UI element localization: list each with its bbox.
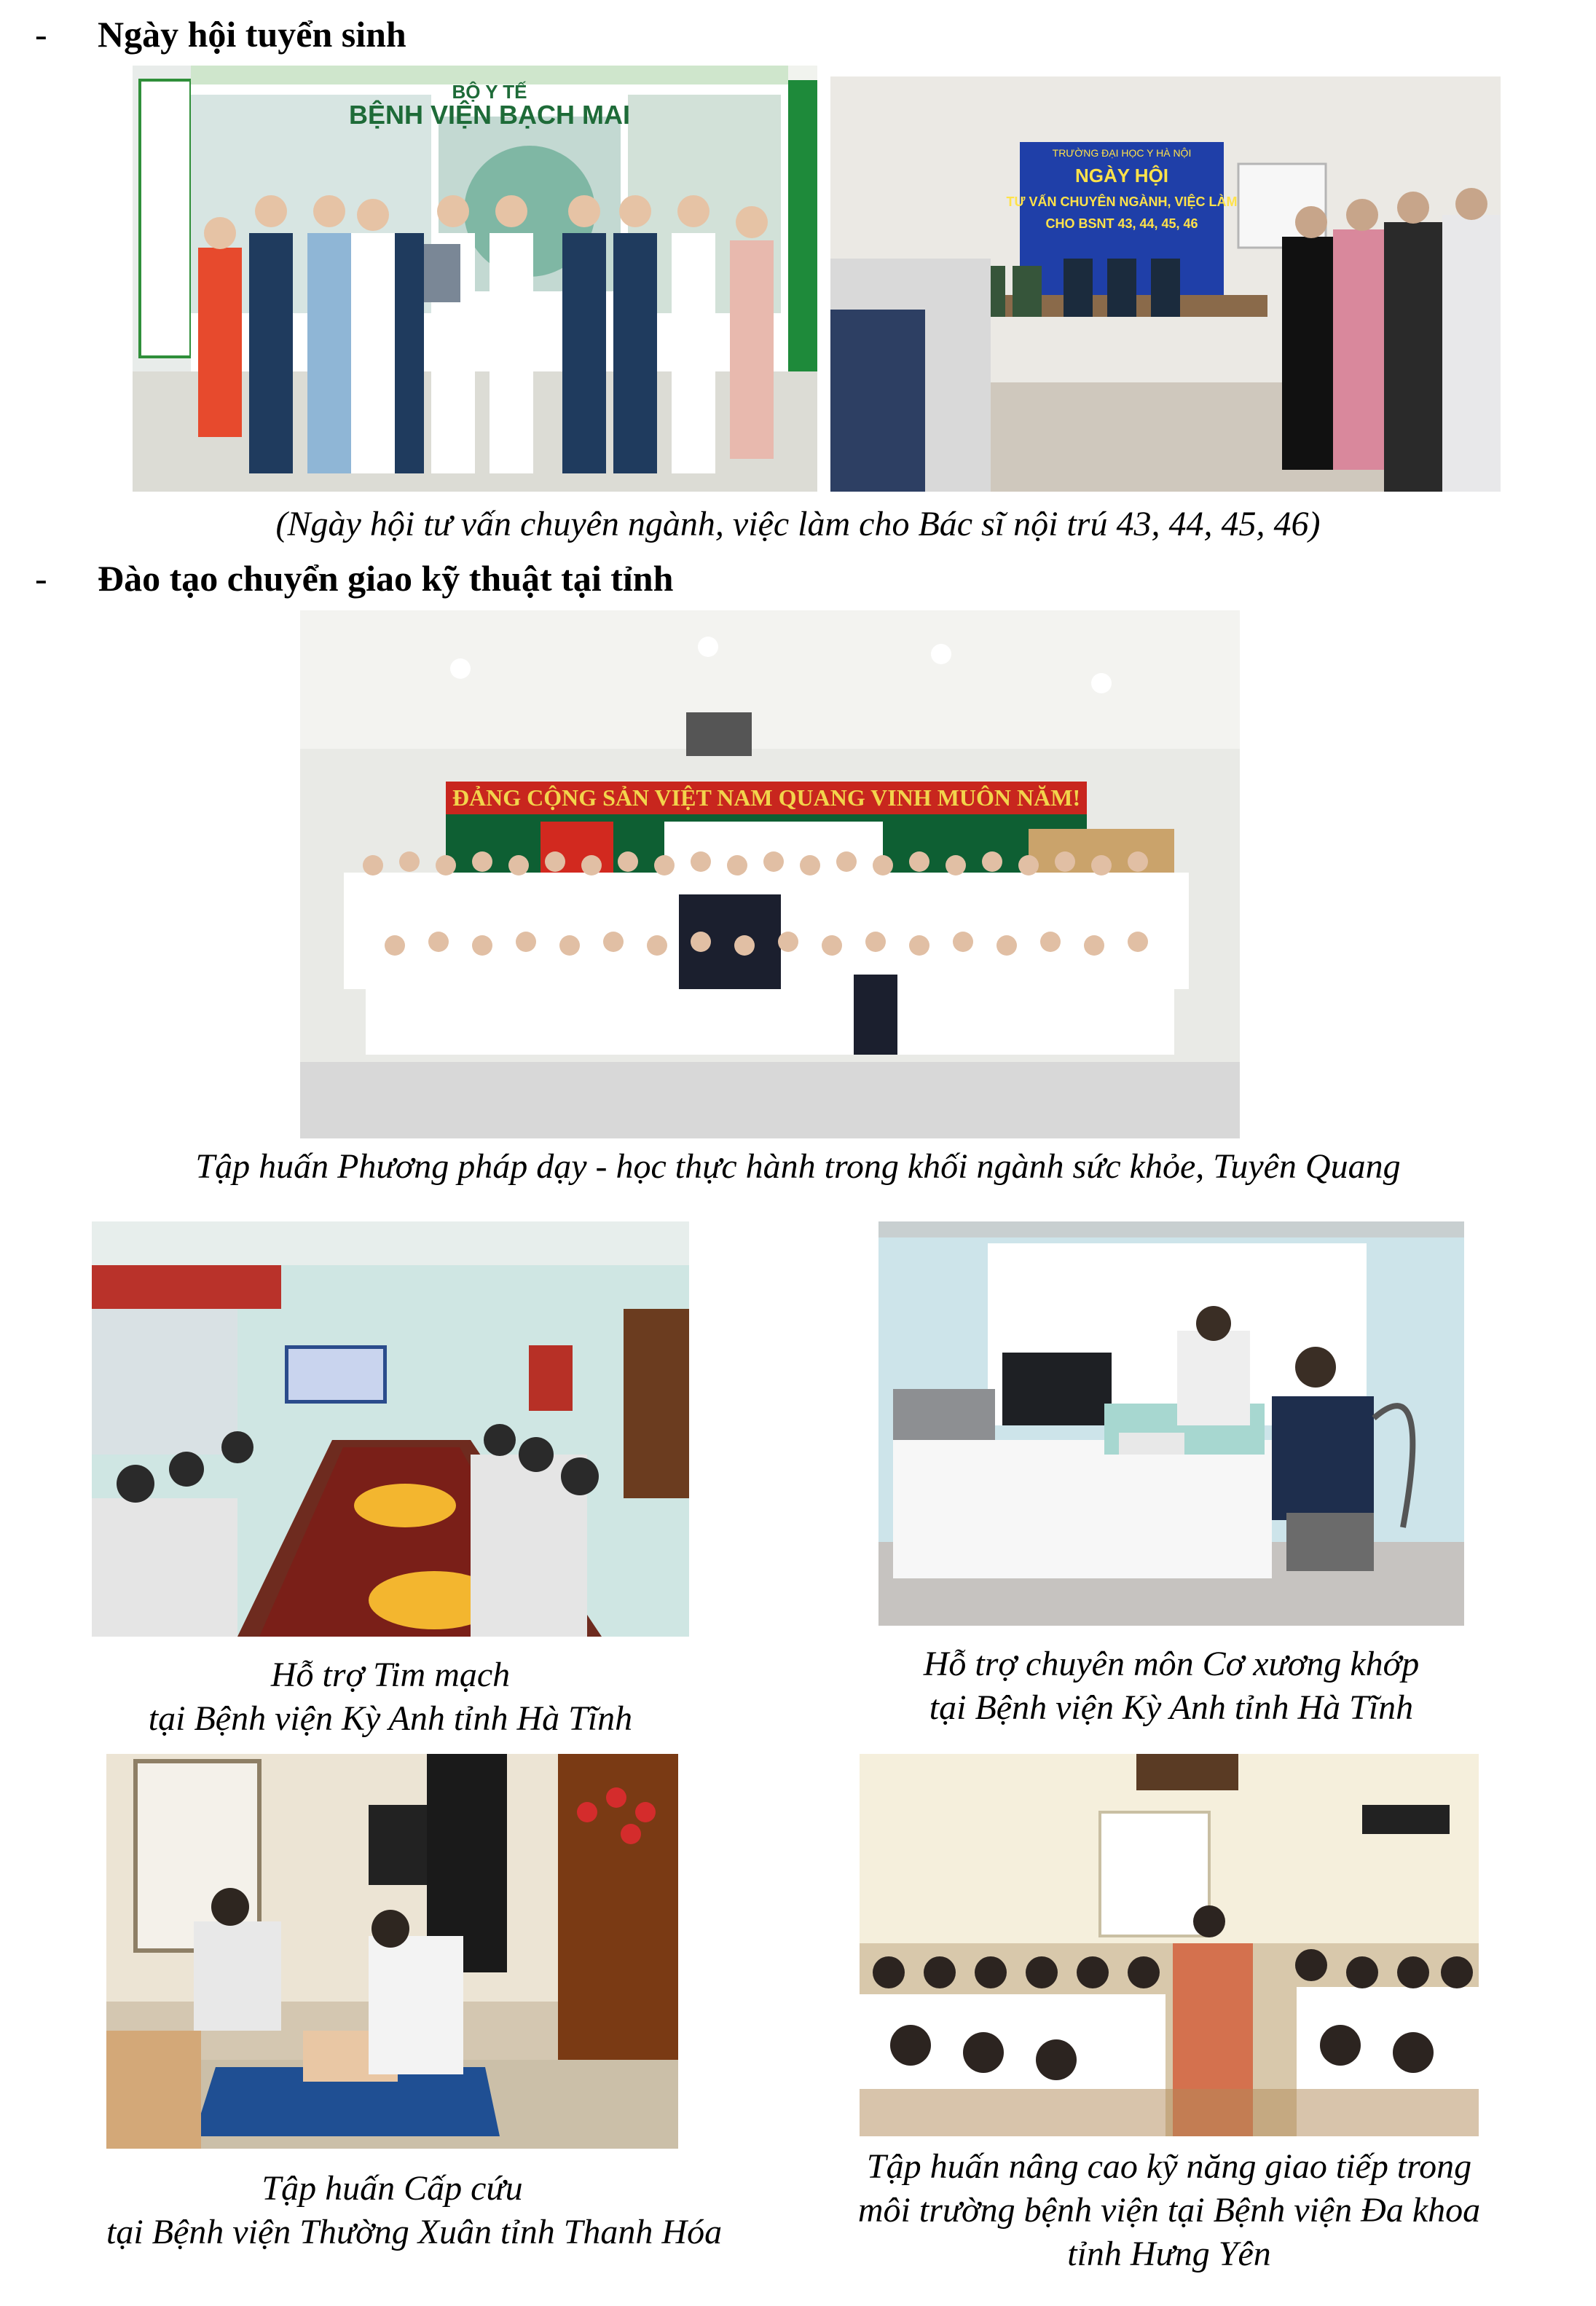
wall-banner-text: ĐẢNG CỘNG SẢN VIỆT NAM QUANG VINH MUÔN NĂM! [452, 784, 1081, 811]
caption-musculoskeletal [878, 1642, 1464, 1730]
bullet-dash: - [35, 14, 47, 55]
banner-line3: CHO BSNT 43, 44, 45, 46 [1045, 216, 1198, 231]
caption-line: tại Bệnh viện Kỳ Anh tỉnh Hà Tĩnh [148, 1699, 633, 1738]
caption-line: Hỗ trợ chuyên môn Cơ xương khớp [923, 1645, 1420, 1683]
caption-line: môi trường bệnh viện tại Bệnh viện Đa khoa [857, 2191, 1481, 2230]
caption-line: tại Bệnh viện Kỳ Anh tỉnh Hà Tĩnh [929, 1688, 1414, 1727]
caption-line: Hỗ trợ Tim mạch [270, 1656, 511, 1694]
caption-line: tại Bệnh viện Thường Xuân tỉnh Thanh Hóa [106, 2213, 723, 2251]
booth-sign-line1: BỘ Y TẾ [452, 81, 527, 103]
section-heading-training [35, 557, 673, 599]
photo-cardiology-support [92, 1221, 689, 1637]
bullet-dash: - [35, 558, 47, 599]
heading-text: Ngày hội tuyển sinh [98, 14, 406, 55]
section-heading-admissions [35, 13, 406, 55]
photo-cpr-training [106, 1754, 678, 2149]
caption-communication [805, 2145, 1533, 2276]
caption-cardiology [92, 1653, 689, 1741]
banner-line1: NGÀY HỘI [1074, 165, 1169, 186]
caption-line: Tập huấn nâng cao kỹ năng giao tiếp trong [866, 2147, 1472, 2186]
photo-group-tuyen-quang [300, 610, 1240, 1138]
banner-line2: TƯ VẤN CHUYÊN NGÀNH, VIỆC LÀM [1006, 194, 1238, 209]
caption-line: Tập huấn Cấp cứu [262, 2169, 523, 2208]
svg-text:TRƯỜNG ĐẠI HỌC Y HÀ NỘI: TRƯỜNG ĐẠI HỌC Y HÀ NỘI [1052, 147, 1192, 159]
caption-cpr [106, 2167, 723, 2254]
booth-sign-line2: BỆNH VIỆN BẠCH MAI [348, 100, 631, 130]
photo-communication-training [860, 1754, 1479, 2136]
photo-bach-mai-booth [133, 66, 817, 492]
caption-consultation-day: (Ngày hội tư vấn chuyên ngành, việc làm cho Bác sĩ nội trú 43, 44, 45, 46) [275, 505, 1321, 543]
photo-musculoskeletal-support [878, 1221, 1464, 1626]
heading-text: Đào tạo chuyển giao kỹ thuật tại tỉnh [98, 558, 674, 599]
photo-consultation-day [830, 76, 1501, 492]
caption-tuyen-quang: Tập huấn Phương pháp dạy - học thực hành trong khối ngành sức khỏe, Tuyên Quang [195, 1147, 1401, 1186]
caption-line: tỉnh Hưng Yên [1067, 2235, 1271, 2273]
